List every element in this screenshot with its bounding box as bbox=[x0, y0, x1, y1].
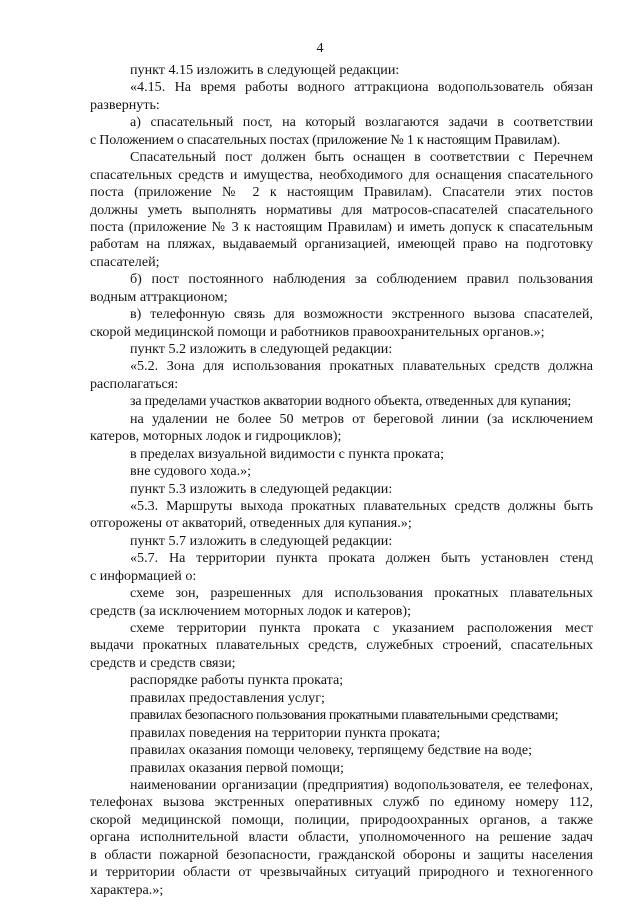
text-line: правилах оказания первой помощи; bbox=[130, 759, 344, 776]
text-line: выдачи прокатных плавательных средств, служебных строений, спасательных bbox=[90, 637, 593, 654]
text-line: б) пост постоянного наблюдения за соблюдением правил пользования bbox=[130, 271, 593, 288]
text-line: с Положением о спасательных постах (приложение № 1 к настоящим Правилам). bbox=[90, 131, 561, 148]
text-line: в пределах визуальной видимости с пункта проката; bbox=[130, 445, 444, 462]
text-line: в области пожарной безопасности, гражданской обороны и защиты населения bbox=[90, 846, 593, 863]
text-line: схеме зон, разрешенных для использования прокатных плавательных bbox=[130, 585, 593, 602]
text-line: за пределами участков акватории водного объекта, отведенных для купания; bbox=[130, 393, 572, 410]
text-line: правилах оказания помощи человеку, терпящему бедствие на воде; bbox=[130, 742, 533, 759]
text-line: схеме территории пункта проката с указанием расположения мест bbox=[130, 620, 593, 636]
text-line: на удалении не более 50 метров от береговой линии (за исключением bbox=[130, 410, 593, 427]
text-line: вне судового хода.»; bbox=[130, 463, 252, 480]
text-line: скорой медицинской помощи и работников правоохранительных органов.»; bbox=[90, 323, 545, 340]
text-line: правилах предоставления услуг; bbox=[130, 689, 325, 706]
text-line: а) спасательный пост, на который возлагаются задачи в соответствии bbox=[130, 114, 593, 131]
text-line: пункт 5.3 изложить в следующей редакции: bbox=[130, 480, 393, 497]
text-line: «4.15. На время работы водного аттракциона водопользователь обязан bbox=[130, 79, 593, 96]
text-line: наименовании организации (предприятия) водопользователя, ее телефонах, bbox=[130, 776, 593, 793]
text-line: пункт 4.15 изложить в следующей редакции: bbox=[130, 62, 400, 78]
text-line: характера.»; bbox=[90, 881, 164, 898]
page-number: 4 bbox=[316, 41, 324, 56]
text-line: спасателей; bbox=[90, 253, 160, 270]
text-line: водным аттракционом; bbox=[90, 288, 228, 305]
text-line: правилах поведения на территории пункта проката; bbox=[130, 724, 441, 741]
text-line: спасательных средств и имущества, необходимого для оснащения спасательного bbox=[90, 166, 593, 183]
text-line: «5.3. Маршруты выхода прокатных плавательных средств должны быть bbox=[130, 497, 593, 514]
text-line: органа исполнительной власти области, уполномоченного на решение задач bbox=[90, 829, 593, 846]
text-line: поста (приложение № 3 к настоящим Правилам) и иметь допуск к спасательным bbox=[90, 218, 593, 235]
text-line: поста (приложение № 2 к настоящим Правилам). Спасатели этих постов bbox=[90, 184, 593, 201]
text-line: с информацией о: bbox=[90, 567, 197, 584]
text-line: скорой медицинской помощи, полиции, природоохранных органов, а также bbox=[90, 811, 593, 828]
text-line: отгорожены от акваторий, отведенных для купания.»; bbox=[90, 515, 412, 532]
text-line: «5.7. На территории пункта проката должен быть установлен стенд bbox=[130, 550, 593, 567]
text-line: катеров, моторных лодок и гидроциклов); bbox=[90, 428, 342, 445]
text-line: располагаться: bbox=[90, 375, 179, 392]
document-body bbox=[90, 62, 593, 899]
text-line: развернуть: bbox=[90, 96, 160, 113]
text-line: «5.2. Зона для использования прокатных плавательных средств должна bbox=[130, 358, 593, 375]
text-line: работам на пляжах, выдаваемый организацией, имеющей право на подготовку bbox=[90, 236, 593, 253]
text-line: средств и средств связи; bbox=[90, 654, 236, 671]
text-line: в) телефонную связь для возможности экстренного вызова спасателей, bbox=[130, 306, 593, 323]
text-line: средств (за исключением моторных лодок и катеров); bbox=[90, 602, 412, 619]
text-line: и территории области от чрезвычайных ситуаций природного и техногенного bbox=[90, 864, 593, 881]
text-line: пункт 5.2 изложить в следующей редакции: bbox=[130, 341, 393, 357]
text-line: телефонах вызова экстренных оперативных служб по единому номеру 112, bbox=[90, 794, 593, 811]
text-line: Спасательный пост должен быть оснащен в соответствии с Перечнем bbox=[130, 149, 593, 166]
text-line: правилах безопасного пользования прокатными плавательными средствами; bbox=[130, 707, 559, 724]
text-line: распорядке работы пункта проката; bbox=[130, 672, 344, 689]
text-line: должны уметь выполнять нормативы для матросов-спасателей спасательного bbox=[90, 201, 593, 218]
text-line: пункт 5.7 изложить в следующей редакции: bbox=[130, 532, 393, 549]
